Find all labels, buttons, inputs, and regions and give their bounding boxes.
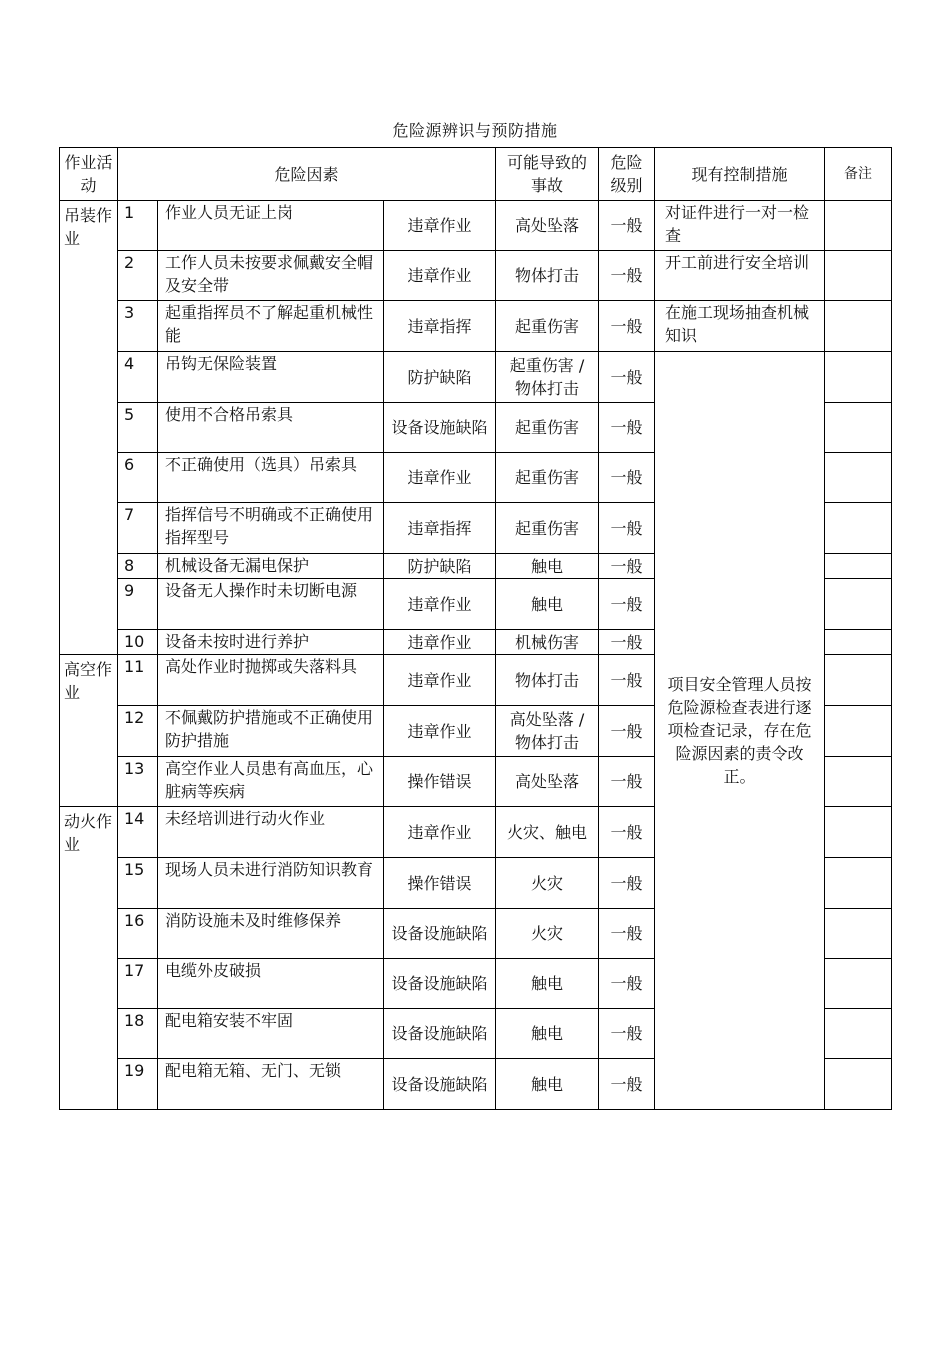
hazard-description: 吊钩无保险装置 — [158, 352, 384, 403]
hazard-description: 工作人员未按要求佩戴安全帽及安全带 — [158, 251, 384, 301]
note-cell — [825, 858, 892, 909]
row-number: 19 — [118, 1059, 158, 1110]
table-row — [60, 251, 892, 301]
hazard-description: 起重指挥员不了解起重机械性能 — [158, 301, 384, 352]
control-measure: 开工前进行安全培训 — [655, 251, 825, 301]
row-number: 18 — [118, 1009, 158, 1059]
possible-accident: 触电 — [496, 1009, 599, 1059]
possible-accident: 触电 — [496, 579, 599, 630]
risk-level: 一般 — [599, 706, 655, 757]
row-number: 9 — [118, 579, 158, 630]
risk-level: 一般 — [599, 655, 655, 706]
possible-accident: 起重伤害 — [496, 301, 599, 352]
risk-level: 一般 — [599, 757, 655, 807]
hazard-description: 不佩戴防护措施或不正确使用防护措施 — [158, 706, 384, 757]
note-cell — [825, 706, 892, 757]
possible-accident: 高处坠落 / 物体打击 — [496, 706, 599, 757]
header-activity: 作业活动 — [60, 148, 118, 201]
note-cell — [825, 251, 892, 301]
row-number: 8 — [118, 554, 158, 579]
note-cell — [825, 453, 892, 503]
hazard-type: 操作错误 — [384, 858, 496, 909]
hazard-type: 设备设施缺陷 — [384, 403, 496, 453]
note-cell — [825, 959, 892, 1009]
row-number: 15 — [118, 858, 158, 909]
hazard-type: 违章作业 — [384, 453, 496, 503]
possible-accident: 触电 — [496, 554, 599, 579]
hazard-type: 防护缺陷 — [384, 352, 496, 403]
row-number: 3 — [118, 301, 158, 352]
risk-level: 一般 — [599, 807, 655, 858]
row-number: 4 — [118, 352, 158, 403]
note-cell — [825, 352, 892, 403]
risk-level: 一般 — [599, 554, 655, 579]
risk-level: 一般 — [599, 503, 655, 554]
hazard-type: 违章指挥 — [384, 301, 496, 352]
hazard-type: 设备设施缺陷 — [384, 1009, 496, 1059]
possible-accident: 火灾 — [496, 858, 599, 909]
hazard-description: 未经培训进行动火作业 — [158, 807, 384, 858]
hazard-description: 使用不合格吊索具 — [158, 403, 384, 453]
hazard-description: 高空作业人员患有高血压，心脏病等疾病 — [158, 757, 384, 807]
page-title: 危险源辨识与预防措施 — [392, 121, 558, 140]
hazard-description: 设备未按时进行养护 — [158, 630, 384, 655]
row-number: 2 — [118, 251, 158, 301]
hazard-description: 消防设施未及时维修保养 — [158, 909, 384, 959]
risk-level: 一般 — [599, 352, 655, 403]
risk-level: 一般 — [599, 858, 655, 909]
row-number: 14 — [118, 807, 158, 858]
hazard-description: 指挥信号不明确或不正确使用指挥型号 — [158, 503, 384, 554]
risk-level: 一般 — [599, 1009, 655, 1059]
row-number: 7 — [118, 503, 158, 554]
table-row — [60, 201, 892, 251]
note-cell — [825, 201, 892, 251]
hazard-description: 机械设备无漏电保护 — [158, 554, 384, 579]
note-cell — [825, 579, 892, 630]
row-number: 17 — [118, 959, 158, 1009]
possible-accident: 火灾 — [496, 909, 599, 959]
hazard-type: 操作错误 — [384, 757, 496, 807]
note-cell — [825, 655, 892, 706]
hazard-type: 设备设施缺陷 — [384, 909, 496, 959]
risk-level: 一般 — [599, 201, 655, 251]
hazard-type: 违章作业 — [384, 630, 496, 655]
activity-cell: 吊装作业 — [60, 201, 118, 655]
possible-accident: 起重伤害 / 物体打击 — [496, 352, 599, 403]
hazard-description: 高处作业时抛掷或失落料具 — [158, 655, 384, 706]
header-level: 危险级别 — [599, 148, 655, 201]
activity-cell: 动火作业 — [60, 807, 118, 1110]
possible-accident: 起重伤害 — [496, 403, 599, 453]
hazard-type: 违章作业 — [384, 807, 496, 858]
hazard-description: 作业人员无证上岗 — [158, 201, 384, 251]
possible-accident: 物体打击 — [496, 655, 599, 706]
risk-level: 一般 — [599, 909, 655, 959]
header-hazard: 危险因素 — [118, 148, 496, 201]
note-cell — [825, 909, 892, 959]
hazard-type: 违章作业 — [384, 579, 496, 630]
header-row — [60, 148, 892, 201]
hazard-description: 设备无人操作时未切断电源 — [158, 579, 384, 630]
hazard-type: 设备设施缺陷 — [384, 959, 496, 1009]
risk-level: 一般 — [599, 453, 655, 503]
hazard-table-body — [60, 201, 892, 1110]
hazard-type: 违章作业 — [384, 655, 496, 706]
possible-accident: 高处坠落 — [496, 201, 599, 251]
hazard-type: 违章作业 — [384, 706, 496, 757]
possible-accident: 触电 — [496, 959, 599, 1009]
note-cell — [825, 503, 892, 554]
row-number: 11 — [118, 655, 158, 706]
hazard-table — [59, 147, 892, 1110]
header-accident: 可能导致的事故 — [496, 148, 599, 201]
risk-level: 一般 — [599, 301, 655, 352]
risk-level: 一般 — [599, 959, 655, 1009]
row-number: 1 — [118, 201, 158, 251]
note-cell — [825, 554, 892, 579]
row-number: 6 — [118, 453, 158, 503]
note-cell — [825, 1059, 892, 1110]
control-measure-merged: 项目安全管理人员按危险源检查表进行逐项检查记录，存在危险源因素的责令改正。 — [655, 352, 825, 1110]
header-note: 备注 — [825, 148, 892, 201]
control-measure: 在施工现场抽查机械知识 — [655, 301, 825, 352]
possible-accident: 火灾、触电 — [496, 807, 599, 858]
hazard-type: 违章作业 — [384, 251, 496, 301]
note-cell — [825, 757, 892, 807]
hazard-type: 设备设施缺陷 — [384, 1059, 496, 1110]
hazard-type: 防护缺陷 — [384, 554, 496, 579]
hazard-type: 违章作业 — [384, 201, 496, 251]
risk-level: 一般 — [599, 1059, 655, 1110]
table-row — [60, 301, 892, 352]
hazard-description: 配电箱安装不牢固 — [158, 1009, 384, 1059]
control-measure: 对证件进行一对一检查 — [655, 201, 825, 251]
possible-accident: 机械伤害 — [496, 630, 599, 655]
hazard-description: 配电箱无箱、无门、无锁 — [158, 1059, 384, 1110]
note-cell — [825, 630, 892, 655]
possible-accident: 起重伤害 — [496, 503, 599, 554]
header-control: 现有控制措施 — [655, 148, 825, 201]
hazard-type: 违章指挥 — [384, 503, 496, 554]
possible-accident: 触电 — [496, 1059, 599, 1110]
possible-accident: 起重伤害 — [496, 453, 599, 503]
risk-level: 一般 — [599, 251, 655, 301]
row-number: 5 — [118, 403, 158, 453]
risk-level: 一般 — [599, 579, 655, 630]
risk-level: 一般 — [599, 630, 655, 655]
hazard-description: 现场人员未进行消防知识教育 — [158, 858, 384, 909]
note-cell — [825, 403, 892, 453]
possible-accident: 高处坠落 — [496, 757, 599, 807]
note-cell — [825, 1009, 892, 1059]
note-cell — [825, 807, 892, 858]
row-number: 12 — [118, 706, 158, 757]
activity-cell: 高空作业 — [60, 655, 118, 807]
risk-level: 一般 — [599, 403, 655, 453]
row-number: 10 — [118, 630, 158, 655]
possible-accident: 物体打击 — [496, 251, 599, 301]
table-row — [60, 352, 892, 403]
note-cell — [825, 301, 892, 352]
hazard-description: 电缆外皮破损 — [158, 959, 384, 1009]
row-number: 13 — [118, 757, 158, 807]
hazard-description: 不正确使用（选具）吊索具 — [158, 453, 384, 503]
row-number: 16 — [118, 909, 158, 959]
